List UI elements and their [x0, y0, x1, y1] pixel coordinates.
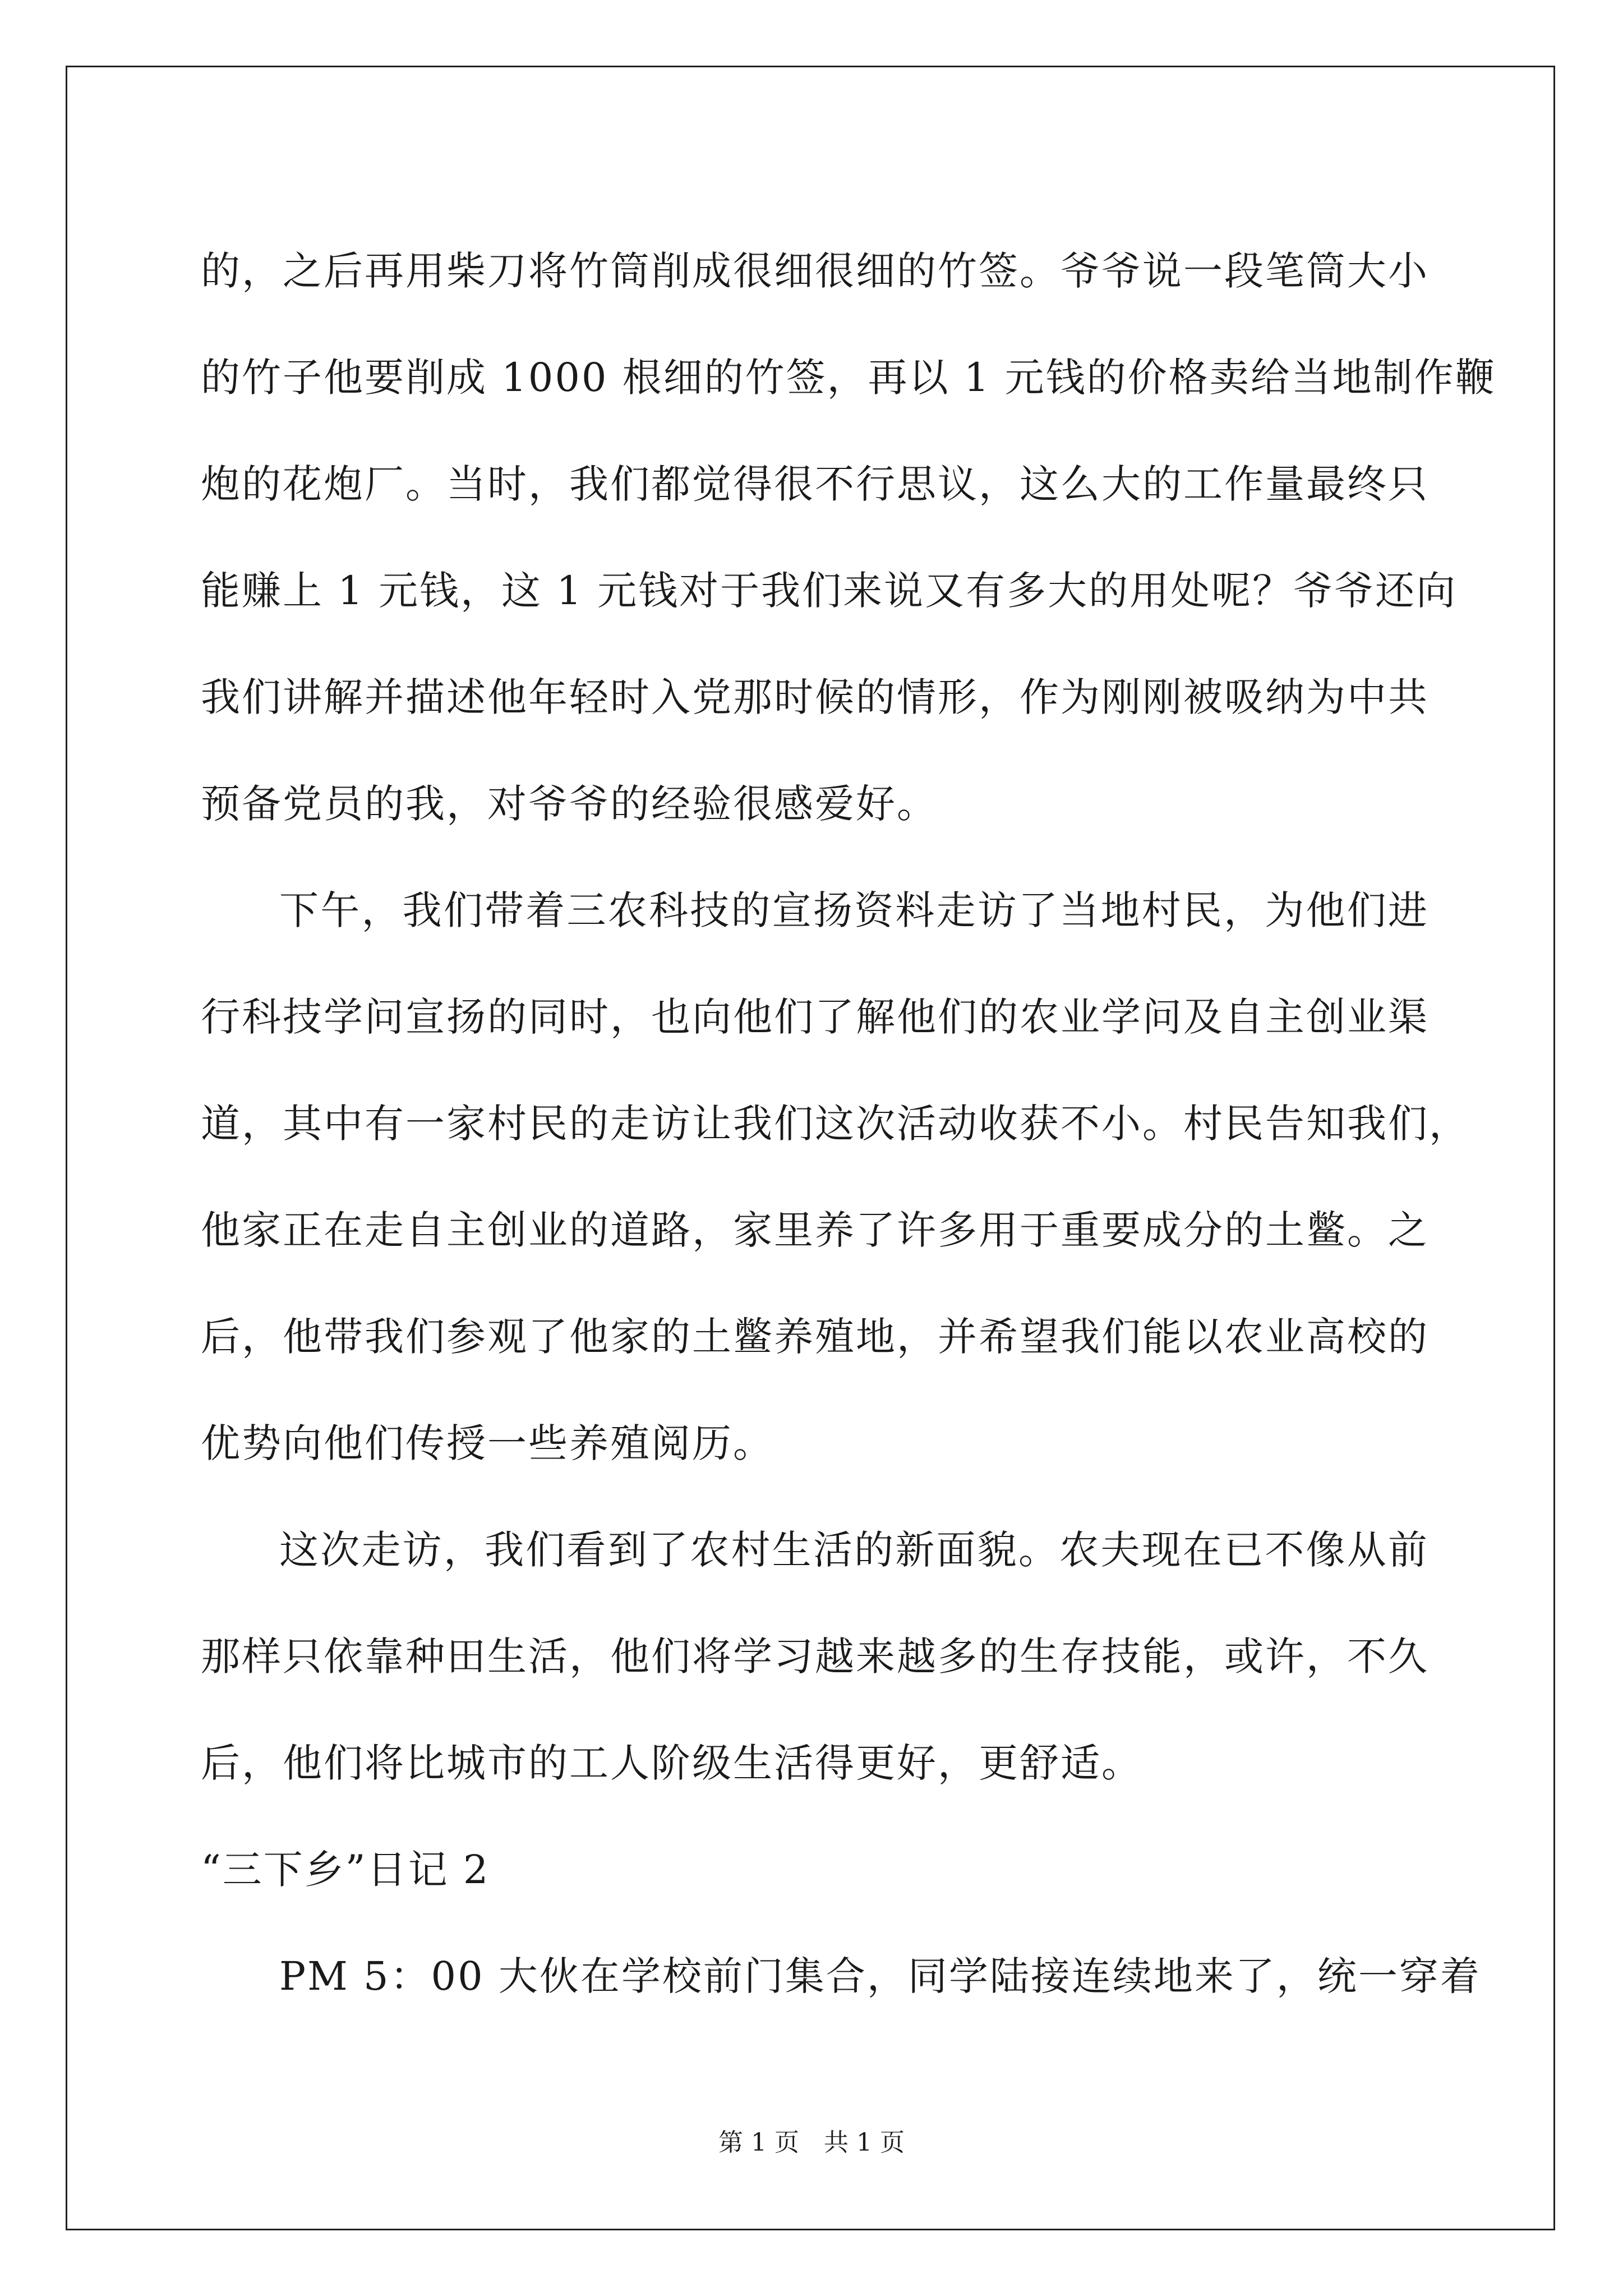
section-heading: “三下乡”日记 2 — [201, 1847, 490, 1893]
paragraph-start-line: 这次走访，我们看到了农村生活的新面貌。农夫现在已不像从前 — [279, 1527, 1429, 1573]
text-line: 的，之后再用柴刀将竹筒削成很细很细的竹签。爷爷说一段笔筒大小 — [201, 248, 1429, 294]
paragraph-start-line: 下午，我们带着三农科技的宣扬资料走访了当地村民，为他们进 — [279, 887, 1429, 933]
text-line: 道，其中有一家村民的走访让我们这次活动收获不小。村民告知我们， — [201, 1101, 1470, 1147]
document-body — [201, 218, 1496, 2030]
text-line: 能赚上 1 元钱，这 1 元钱对于我们来说又有多大的用处呢？爷爷还向 — [201, 568, 1458, 614]
text-line: 炮的花炮厂。当时，我们都觉得很不行思议，这么大的工作量最终只 — [201, 461, 1429, 507]
text-line: 后，他带我们参观了他家的土鳖养殖地，并希望我们能以农业高校的 — [201, 1314, 1429, 1360]
text-line: 他家正在走自主创业的道路，家里养了许多用于重要成分的土鳖。之 — [201, 1207, 1429, 1253]
text-line: 的竹子他要削成 1000 根细的竹签，再以 1 元钱的价格卖给当地制作鞭 — [201, 355, 1496, 401]
paragraph-start-line: PM 5：00 大伙在学校前门集合，同学陆接连续地来了，统一穿着 — [279, 1953, 1481, 1999]
page-number-footer: 第 1 页 共 1 页 — [718, 2128, 905, 2157]
text-line: 预备党员的我，对爷爷的经验很感爱好。 — [201, 781, 938, 827]
text-line: 后，他们将比城市的工人阶级生活得更好，更舒适。 — [201, 1740, 1142, 1786]
text-line: 那样只依靠种田生活，他们将学习越来越多的生存技能，或许，不久 — [201, 1634, 1429, 1680]
text-line: 我们讲解并描述他年轻时入党那时候的情形，作为刚刚被吸纳为中共 — [201, 674, 1429, 720]
text-line: 行科技学问宣扬的同时，也向他们了解他们的农业学问及自主创业渠 — [201, 994, 1429, 1040]
text-line: 优势向他们传授一些养殖阅历。 — [201, 1420, 774, 1466]
